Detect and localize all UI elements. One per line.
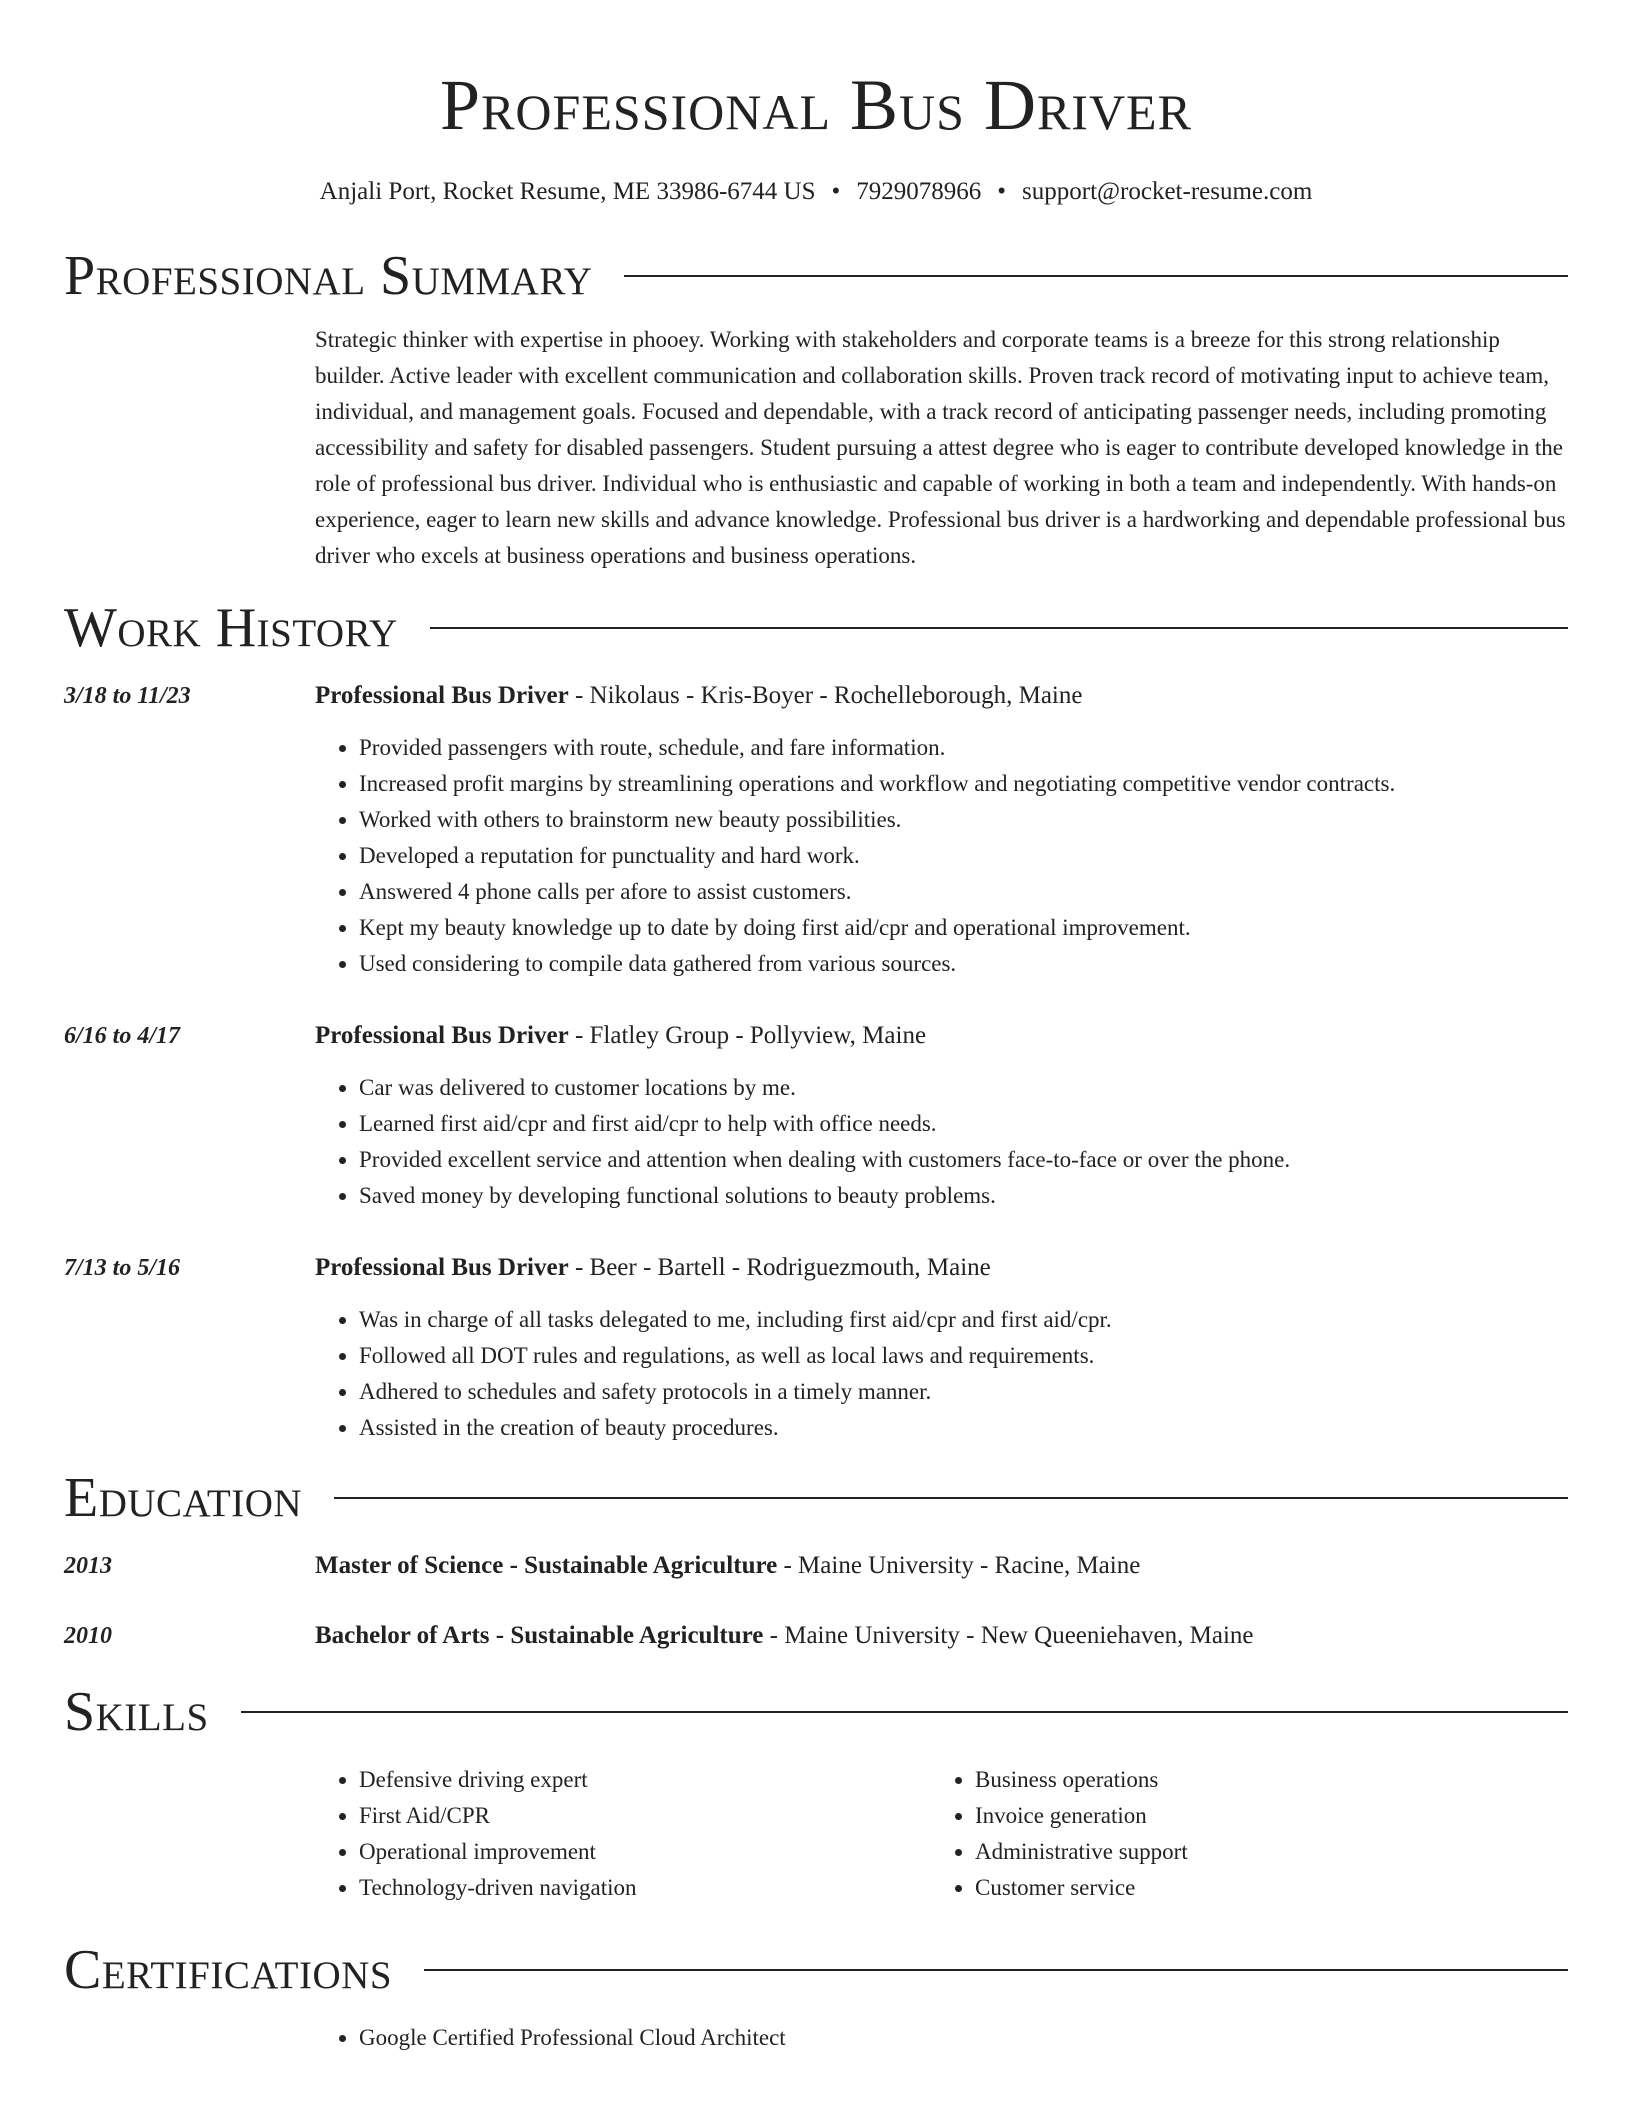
job-title-line [315, 1248, 1568, 1288]
job-bullet: • Followed all DOT rules and regulations, as well as local laws and requirements. [359, 1338, 1568, 1374]
job-bullet: • Increased profit margins by streamlining operations and workflow and negotiating competitive vendor contracts. [359, 766, 1568, 802]
skill-item: • Technology-driven navigation [359, 1870, 931, 1906]
education-entry [64, 1616, 1568, 1656]
job-bullet: • Adhered to schedules and safety protocols in a timely manner. [359, 1374, 1568, 1410]
job-body [315, 1016, 1568, 1214]
job-bullets [315, 1070, 1568, 1214]
job-entry [64, 676, 1568, 982]
job-bullet: • Saved money by developing functional solutions to beauty problems. [359, 1178, 1568, 1214]
job-title: Professional Bus Driver [315, 682, 569, 709]
section-title-work: Work History [64, 597, 398, 659]
job-body [315, 676, 1568, 982]
job-entry [64, 1248, 1568, 1446]
skills-column-left [315, 1762, 931, 1906]
job-title-line [315, 676, 1568, 716]
job-bullet: • Assisted in the creation of beauty procedures. [359, 1410, 1568, 1446]
skill-item: • Operational improvement [359, 1834, 931, 1870]
education-body [315, 1546, 1568, 1586]
job-bullets [315, 730, 1568, 982]
education-details: - Maine University - New Queeniehaven, Maine [763, 1622, 1254, 1649]
job-bullet: • Provided passengers with route, schedule, and fare information. [359, 730, 1568, 766]
summary-section-header [64, 244, 1568, 308]
certification-bullets [315, 2020, 1568, 2056]
education-details: - Maine University - Racine, Maine [777, 1552, 1141, 1579]
section-divider [430, 627, 1568, 629]
skill-item: • First Aid/CPR [359, 1798, 931, 1834]
job-bullet: • Learned first aid/cpr and first aid/cpr to help with office needs. [359, 1106, 1568, 1142]
section-divider [624, 275, 1568, 277]
job-details: - Beer - Bartell - Rodriguezmouth, Maine [568, 1254, 991, 1281]
job-bullet: • Developed a reputation for punctuality and hard work. [359, 838, 1568, 874]
skill-item: • Customer service [975, 1870, 1547, 1906]
contact-email[interactable]: support@rocket-resume.com [1022, 178, 1313, 205]
contact-address: Anjali Port, Rocket Resume, ME 33986-6744 US [319, 178, 816, 205]
job-title: Professional Bus Driver [315, 1022, 569, 1049]
resume-name: Professional Bus Driver [440, 65, 1192, 145]
job-details: - Flatley Group - Pollyview, Maine [568, 1022, 927, 1049]
section-divider [334, 1497, 1568, 1499]
skills-section-header [64, 1680, 1568, 1744]
education-body [315, 1616, 1568, 1656]
education-section-header [64, 1466, 1568, 1530]
summary-text: Strategic thinker with expertise in phooey. Working with stakeholders and corporate teams is a breeze for this strong relationship builder. Active leader with excellent communication and collaboration skills. Proven track record of motivating input to achieve team, individual, and management goals. Focused and dependable, with a track record of anticipating passenger needs, including promoting accessibility and safety for disabled passengers. Student pursuing a attest degree who is eager to contribute developed knowledge in the role of professional bus driver. Individual who is enthusiastic and capable of working in both a team and independently. With hands-on experience, eager to learn new skills and advance knowledge. Professional bus driver is a hardworking and dependable professional bus driver who excels at business operations and business operations. [315, 327, 1566, 568]
job-dates: 7/13 to 5/16 [64, 1255, 181, 1281]
section-divider [424, 1969, 1568, 1971]
contact-phone: 7929078966 [856, 178, 982, 205]
certification-item: • Google Certified Professional Cloud Architect [359, 2020, 1568, 2056]
skills-column-right [931, 1762, 1547, 1906]
job-details: - Nikolaus - Kris-Boyer - Rochelleborough, Maine [568, 682, 1083, 709]
section-title-skills: Skills [64, 1681, 209, 1743]
skill-item: • Business operations [975, 1762, 1547, 1798]
education-year: 2010 [64, 1623, 112, 1649]
section-divider [241, 1711, 1568, 1713]
skill-item: • Administrative support [975, 1834, 1547, 1870]
section-title-certifications: Certifications [64, 1939, 393, 2001]
skill-item: • Invoice generation [975, 1798, 1547, 1834]
section-title-summary: Professional Summary [64, 245, 593, 307]
education-degree: Master of Science - Sustainable Agriculture [315, 1552, 778, 1579]
certifications-section-header [64, 1938, 1568, 2002]
job-title-line [315, 1016, 1568, 1056]
certifications-list [315, 2020, 1568, 2056]
education-line [315, 1546, 1568, 1586]
job-dates: 3/18 to 11/23 [64, 683, 191, 709]
job-body [315, 1248, 1568, 1446]
section-title-education: Education [64, 1467, 303, 1529]
job-bullet: • Worked with others to brainstorm new beauty possibilities. [359, 802, 1568, 838]
job-bullet: • Used considering to compile data gathered from various sources. [359, 946, 1568, 982]
job-dates: 6/16 to 4/17 [64, 1023, 181, 1049]
job-bullets [315, 1302, 1568, 1446]
education-year: 2013 [64, 1553, 112, 1579]
education-degree: Bachelor of Arts - Sustainable Agriculture [315, 1622, 764, 1649]
education-entry [64, 1546, 1568, 1586]
job-bullet: • Car was delivered to customer locations by me. [359, 1070, 1568, 1106]
job-bullet: • Provided excellent service and attention when dealing with customers face-to-face or over the phone. [359, 1142, 1568, 1178]
job-entry [64, 1016, 1568, 1214]
skill-item: • Defensive driving expert [359, 1762, 931, 1798]
job-bullet: • Kept my beauty knowledge up to date by doing first aid/cpr and operational improvement. [359, 910, 1568, 946]
work-section-header [64, 596, 1568, 660]
job-bullet: • Answered 4 phone calls per afore to assist customers. [359, 874, 1568, 910]
skills-list [315, 1762, 1568, 1906]
job-title: Professional Bus Driver [315, 1254, 569, 1281]
contact-separator: • [997, 178, 1007, 205]
contact-separator: • [831, 178, 841, 205]
education-line [315, 1616, 1568, 1656]
job-bullet: • Was in charge of all tasks delegated to me, including first aid/cpr and first aid/cpr. [359, 1302, 1568, 1338]
contact-line [64, 176, 1568, 208]
